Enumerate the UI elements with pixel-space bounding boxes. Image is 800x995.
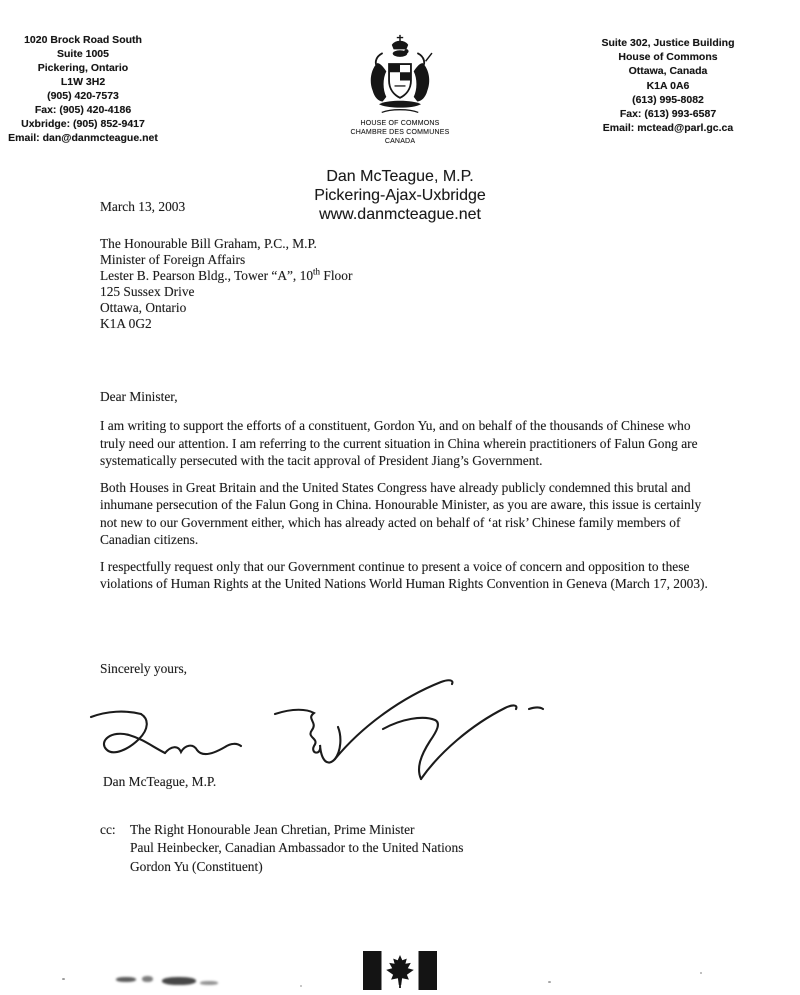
scan-speck <box>300 985 302 987</box>
cc-line: The Right Honourable Jean Chretian, Prime Minister <box>130 822 415 837</box>
address-line: (613) 995-8082 <box>632 93 704 106</box>
letterhead-crest <box>340 33 460 146</box>
member-riding: Pickering-Ajax-Uxbridge <box>314 187 486 204</box>
member-name: Dan McTeague, M.P. <box>326 168 474 185</box>
crest-caption <box>340 119 460 146</box>
address-line: K1A 0A6 <box>646 79 690 92</box>
member-website: www.danmcteague.net <box>319 206 481 223</box>
letter-date: March 13, 2003 <box>100 199 186 214</box>
recipient-line: Minister of Foreign Affairs <box>100 252 246 267</box>
recipient-address <box>100 236 352 332</box>
crest-caption-line: CHAMBRE DES COMMUNES <box>350 129 450 136</box>
parliamentary-office-address <box>588 36 748 135</box>
address-line: Fax: (905) 420-4186 <box>34 104 132 116</box>
address-line: Pickering, Ontario <box>37 62 129 74</box>
paragraph: I respectfully request only that our Government continue to present a voice of concern and opposition to these violations of Human Rights at the United Nations World Human Rights Convention in Geneva (March 17, 2003). <box>100 558 708 591</box>
paragraph: I am writing to support the efforts of a constituent, Gordon Yu, and on behalf of the thousands of Chinese who truly need our attention. I am referring to the current situation in China wherein practitioners of Falun Gong are systematically persecuted with the tacit approval of President Jiang’s Government. <box>100 418 698 468</box>
salutation: Dear Minister, <box>100 389 178 404</box>
cc-line: Gordon Yu (Constituent) <box>130 858 263 874</box>
crest-caption-line: CANADA <box>384 138 416 145</box>
closing: Sincerely yours, <box>100 661 188 676</box>
address-line: Suite 1005 <box>57 48 109 60</box>
recipient-line-part: Floor <box>320 268 353 283</box>
letter-body <box>100 417 713 602</box>
cc-label: cc: <box>100 822 116 837</box>
address-line: (905) 420-7573 <box>47 90 119 102</box>
crest-caption-line: HOUSE OF COMMONS <box>360 120 440 127</box>
address-line: Fax: (613) 993-6587 <box>619 108 717 121</box>
scan-smudge <box>116 973 266 989</box>
scan-speck <box>548 981 551 983</box>
recipient-line: 125 Sussex Drive <box>100 284 195 299</box>
address-line: L1W 3H2 <box>60 76 106 88</box>
address-line: Email: mctead@parl.gc.ca <box>602 122 734 135</box>
ordinal-superscript: th <box>313 266 321 277</box>
cc-line: Paul Heinbecker, Canadian Ambassador to the United Nations <box>130 840 464 856</box>
house-of-commons-coat-of-arms-icon <box>353 33 447 117</box>
address-line: 1020 Brock Road South <box>24 34 142 46</box>
address-line: Suite 302, Justice Building <box>601 37 735 49</box>
recipient-line <box>100 268 352 284</box>
recipient-line: Ottawa, Ontario <box>100 300 187 315</box>
canada-flag-icon <box>363 951 437 990</box>
signer-name: Dan McTeague, M.P. <box>103 774 217 789</box>
scan-speck <box>700 972 702 974</box>
address-line: Email: dan@danmcteague.net <box>8 132 158 144</box>
recipient-line-part: Lester B. Pearson Bldg., Tower “A”, 10 <box>100 268 314 283</box>
cc-block <box>100 821 463 876</box>
recipient-line: K1A 0G2 <box>100 316 152 331</box>
scan-speck <box>62 978 65 980</box>
address-line: Ottawa, Canada <box>628 65 708 78</box>
cc-lines <box>130 821 463 876</box>
member-name-block <box>240 167 560 224</box>
recipient-line: The Honourable Bill Graham, P.C., M.P. <box>100 236 317 251</box>
handwritten-signature-icon <box>85 667 545 782</box>
constituency-office-address <box>8 33 158 145</box>
address-line: Uxbridge: (905) 852-9417 <box>21 118 145 130</box>
address-line: House of Commons <box>618 51 718 64</box>
paragraph: Both Houses in Great Britain and the United States Congress have already publicly condemned this brutal and inhumane persecution of the Falun Gong in China. Honourable Minister, as you are aware, this issue is certainly not new to our Government either, which has already acted on behalf of ‘at risk’ Chinese family members of Canadian citizens. <box>100 479 702 547</box>
